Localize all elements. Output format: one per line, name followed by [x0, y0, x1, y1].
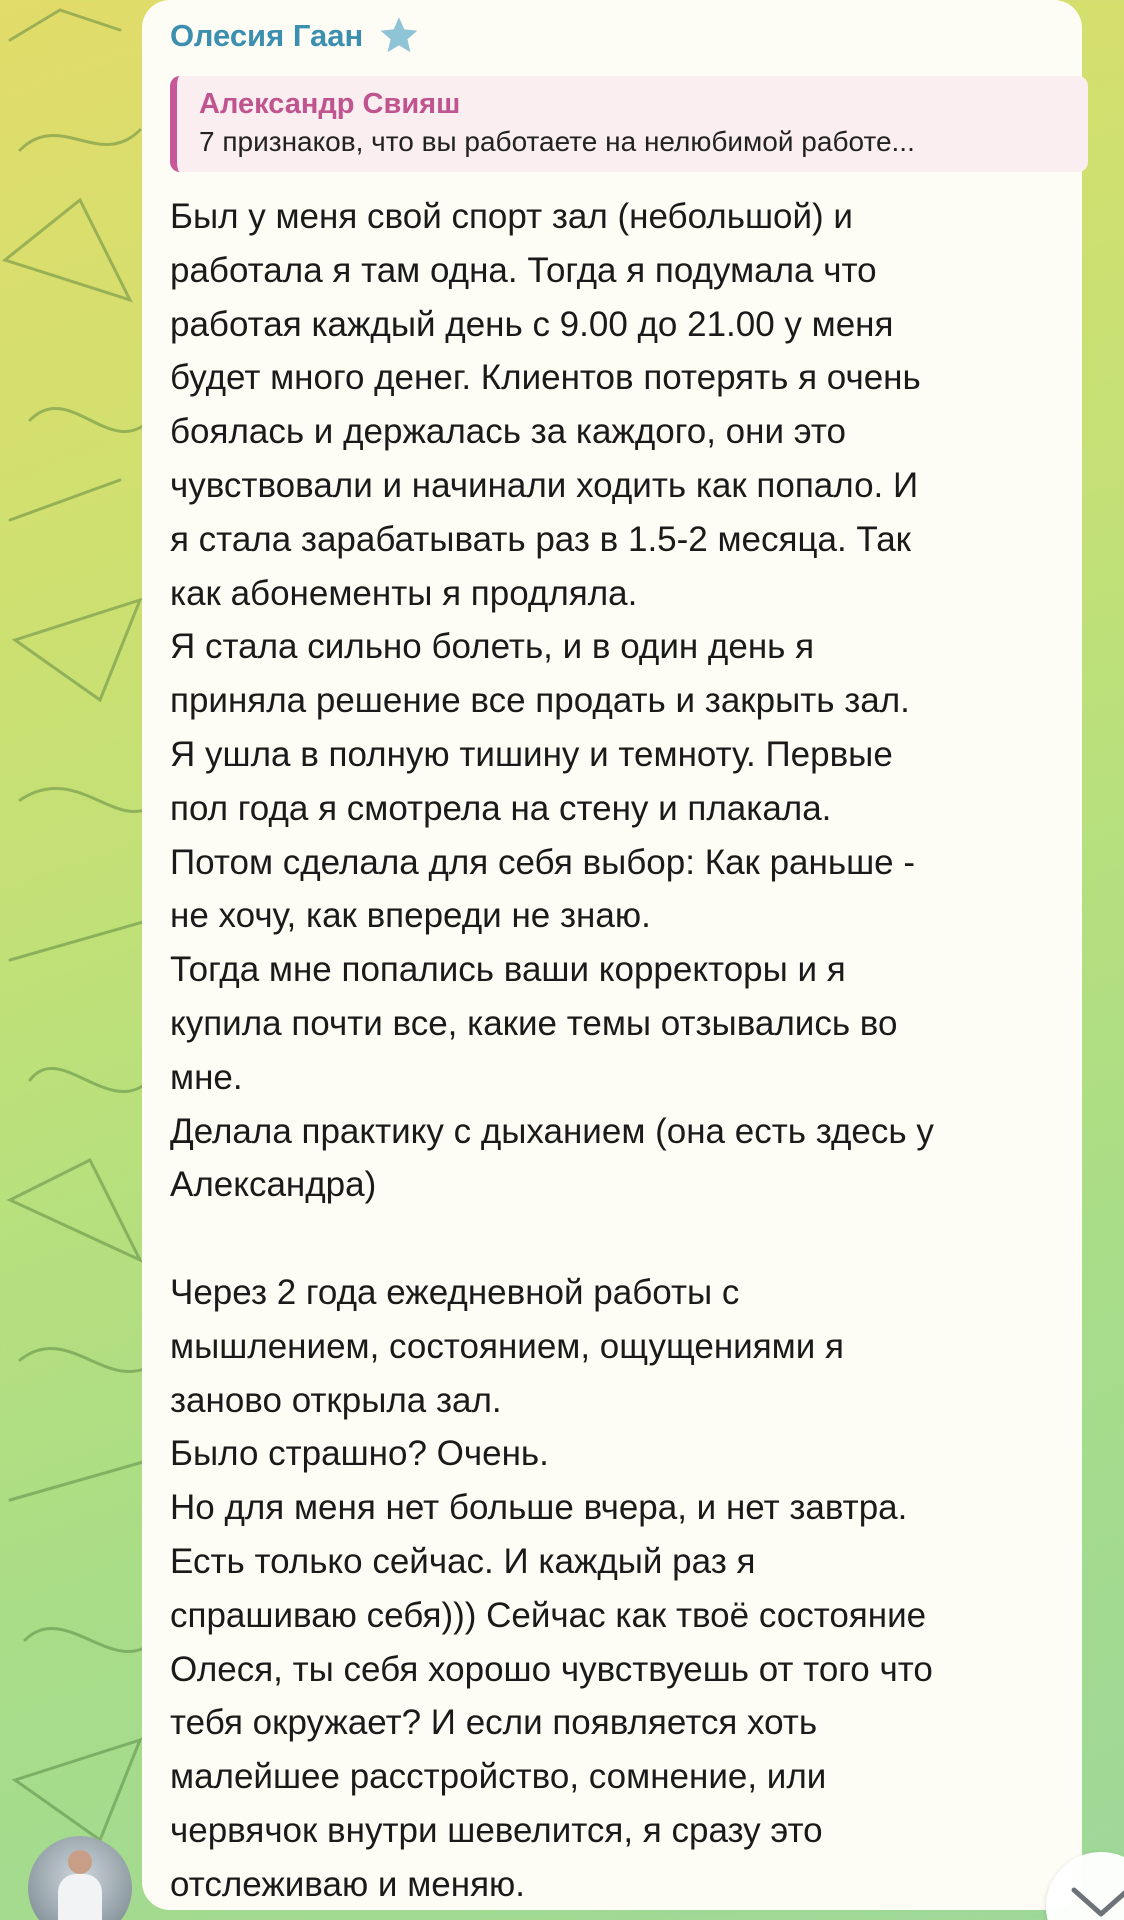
reply-text: 7 признаков, что вы работаете на нелюбимой работе... [199, 126, 915, 157]
star-icon[interactable] [377, 14, 421, 58]
reply-author: Александр Свияш [199, 88, 461, 120]
chevron-down-icon [1068, 1882, 1124, 1920]
avatar-head [68, 1850, 92, 1874]
message-header [170, 14, 1054, 58]
reply-quote[interactable] [170, 76, 1088, 172]
avatar-figure [58, 1874, 102, 1920]
message-bubble[interactable] [142, 0, 1082, 1910]
sender-name[interactable]: Олесия Гаан [170, 18, 364, 53]
message-text: Был у меня свой спорт зал (небольшой) и работала я там одна. Тогда я подумала что работая каждый день с 9.00 до 21.00 у меня будет много денег. Клиентов потерять я очень боялась и держалась за каждого, они это чувствовали и начинали ходить как попало. И я стала зарабатывать раз в 1.5-2 месяца. Так как абонементы я продляла. Я стала сильно болеть, и в один день я приняла решение все продать и закрыть зал. Я ушла в полную тишину и темноту. Первые пол года я смотрела на стену и плакала. Потом сделала для себя выбор: Как раньше - не хочу, как впереди не знаю. Тогда мне попались ваши корректоры и я купила почти все, какие темы отзывались во мне. Делала практику с дыханием (она есть здесь у Александра) Через 2 года ежедневной работы с мышлением, состоянием, ощущениями я заново открыла зал. Было страшно? Очень. Но для меня нет больше вчера, и нет завтра. Есть только сейчас. И каждый раз я спрашиваю себя))) Сейчас как твоё состояние Олеся, ты себя хорошо чувствуешь от того что тебя окружает? И если появляется хоть малейшее расстройство, сомнение, или червячок внутри шевелится, я сразу это отслеживаю и меняю. [170, 197, 934, 1904]
